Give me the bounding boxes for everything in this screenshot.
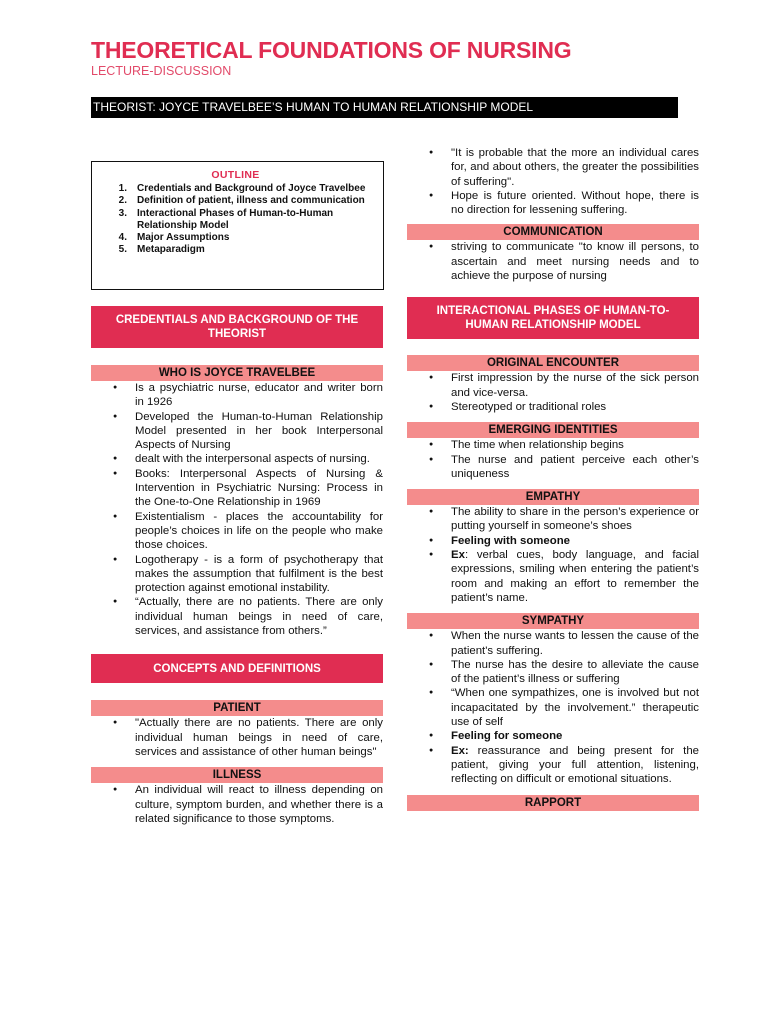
list-item: ● Existentialism - places the accountability for people’s choices in life on the people who make those choices. — [91, 510, 383, 553]
phases-heading: INTERACTIONAL PHASES OF HUMAN-TO-HUMAN RELATIONSHIP MODEL — [407, 297, 699, 339]
list-item: ● An individual will react to illness depending on culture, symptom burden, and whether there is a related significance to those symptoms. — [91, 783, 383, 826]
example-text: : verbal cues, body language, and facial expressions, smiling when entering the patient’s room and making an effort to remember the patient’s name. — [451, 549, 699, 604]
left-column — [91, 306, 383, 826]
suffering-list — [407, 146, 699, 217]
list-item: ● Feeling with someone — [407, 534, 699, 548]
theorist-banner: THEORIST: JOYCE TRAVELBEE’S HUMAN TO HUMAN RELATIONSHIP MODEL — [91, 97, 678, 118]
emerging-identities-list — [407, 438, 699, 481]
original-encounter-heading: ORIGINAL ENCOUNTER — [407, 355, 699, 371]
emerging-identities-heading: EMERGING IDENTITIES — [407, 422, 699, 438]
list-item: ● Developed the Human-to-Human Relationship Model presented in her book Interpersonal Aspects of Nursing — [91, 410, 383, 453]
list-item: ● "Actually there are no patients. There are only individual human beings in need of care, services and assistance of other human beings" — [91, 716, 383, 759]
list-item: ● Logotherapy - is a form of psychotherapy that makes the assumption that fulfilment is the best protection against emotional instability. — [91, 553, 383, 596]
who-heading: WHO IS JOYCE TRAVELBEE — [91, 365, 383, 381]
outline-number: 1. — [118, 183, 127, 194]
list-item: ● Is a psychiatric nurse, educator and writer born in 1926 — [91, 381, 383, 410]
list-item: ● When the nurse wants to lessen the cause of the patient's suffering. — [407, 629, 699, 658]
list-item: ● Hope is future oriented. Without hope, there is no direction for lessening suffering. — [407, 189, 699, 218]
empathy-list — [407, 505, 699, 605]
outline-item — [96, 208, 375, 233]
list-item: ● “When one sympathizes, one is involved but not incapacitated by the involvement.” therapeutic use of self — [407, 686, 699, 729]
document-title: THEORETICAL FOUNDATIONS OF NURSING — [91, 37, 572, 63]
sympathy-heading: SYMPATHY — [407, 613, 699, 629]
illness-heading: ILLNESS — [91, 767, 383, 783]
list-item: ● "It is probable that the more an individual cares for, and about others, the greater the possibilities of suffering". — [407, 146, 699, 189]
list-item: ● Books: Interpersonal Aspects of Nursing & Intervention in Psychiatric Nursing: Process in the One-to-One Relationship in 1969 — [91, 467, 383, 510]
outline-box — [91, 161, 384, 290]
patient-heading: PATIENT — [91, 700, 383, 716]
who-list — [91, 381, 383, 638]
original-encounter-list — [407, 371, 699, 414]
rapport-heading: RAPPORT — [407, 795, 699, 811]
outline-text: Definition of patient, illness and communication — [137, 195, 365, 207]
outline-text: Major Assumptions — [137, 232, 230, 244]
outline-number: 4. — [118, 232, 127, 244]
sympathy-list — [407, 629, 699, 786]
list-item: ● Feeling for someone — [407, 729, 699, 743]
list-item: ● The time when relationship begins — [407, 438, 699, 452]
outline-number: 3. — [118, 207, 127, 219]
illness-list — [91, 783, 383, 826]
outline-item — [96, 195, 375, 207]
outline-list — [96, 183, 375, 257]
list-item: ● First impression by the nurse of the sick person and vice-versa. — [407, 371, 699, 400]
outline-text: Interactional Phases of Human-to-Human Relationship Model — [137, 207, 334, 231]
outline-item — [96, 183, 375, 195]
list-item: ● “Actually, there are no patients. There are only individual human beings in need of care, services, and assistance from others.” — [91, 595, 383, 638]
outline-text: Credentials and Background of Joyce Travelbee — [137, 183, 366, 194]
list-item: ● The nurse and patient perceive each other’s uniqueness — [407, 453, 699, 482]
empathy-heading: EMPATHY — [407, 489, 699, 505]
list-item — [407, 548, 699, 605]
list-item — [407, 744, 699, 787]
communication-heading: COMMUNICATION — [407, 224, 699, 240]
list-item: ● The ability to share in the person’s experience or putting yourself in someone’s shoes — [407, 505, 699, 534]
list-item: ● Stereotyped or traditional roles — [407, 400, 699, 414]
example-text: reassurance and being present for the patient, giving your full attention, listening, reflecting on difficult or emotional situations. — [451, 744, 699, 786]
concepts-heading: CONCEPTS AND DEFINITIONS — [91, 654, 383, 683]
list-item: ● The nurse has the desire to alleviate the cause of the patient’s illness or suffering — [407, 658, 699, 687]
example-label: Ex: — [451, 744, 469, 757]
outline-heading: OUTLINE — [211, 169, 260, 181]
outline-number: 5. — [118, 244, 127, 256]
right-column — [407, 146, 699, 811]
credentials-heading: CREDENTIALS AND BACKGROUND OF THE THEORIST — [91, 306, 383, 348]
communication-list — [407, 240, 699, 283]
outline-number: 2. — [118, 195, 127, 207]
outline-item — [96, 232, 375, 244]
outline-text: Metaparadigm — [137, 244, 205, 256]
list-item: ● dealt with the interpersonal aspects of nursing. — [91, 452, 383, 466]
document-subtitle: LECTURE-DISCUSSION — [91, 64, 232, 78]
list-item: ● striving to communicate "to know ill persons, to ascertain and meet nursing needs and to achieve the purpose of nursing — [407, 240, 699, 283]
outline-item — [96, 244, 375, 256]
patient-list — [91, 716, 383, 759]
example-label: Ex — [451, 549, 465, 562]
